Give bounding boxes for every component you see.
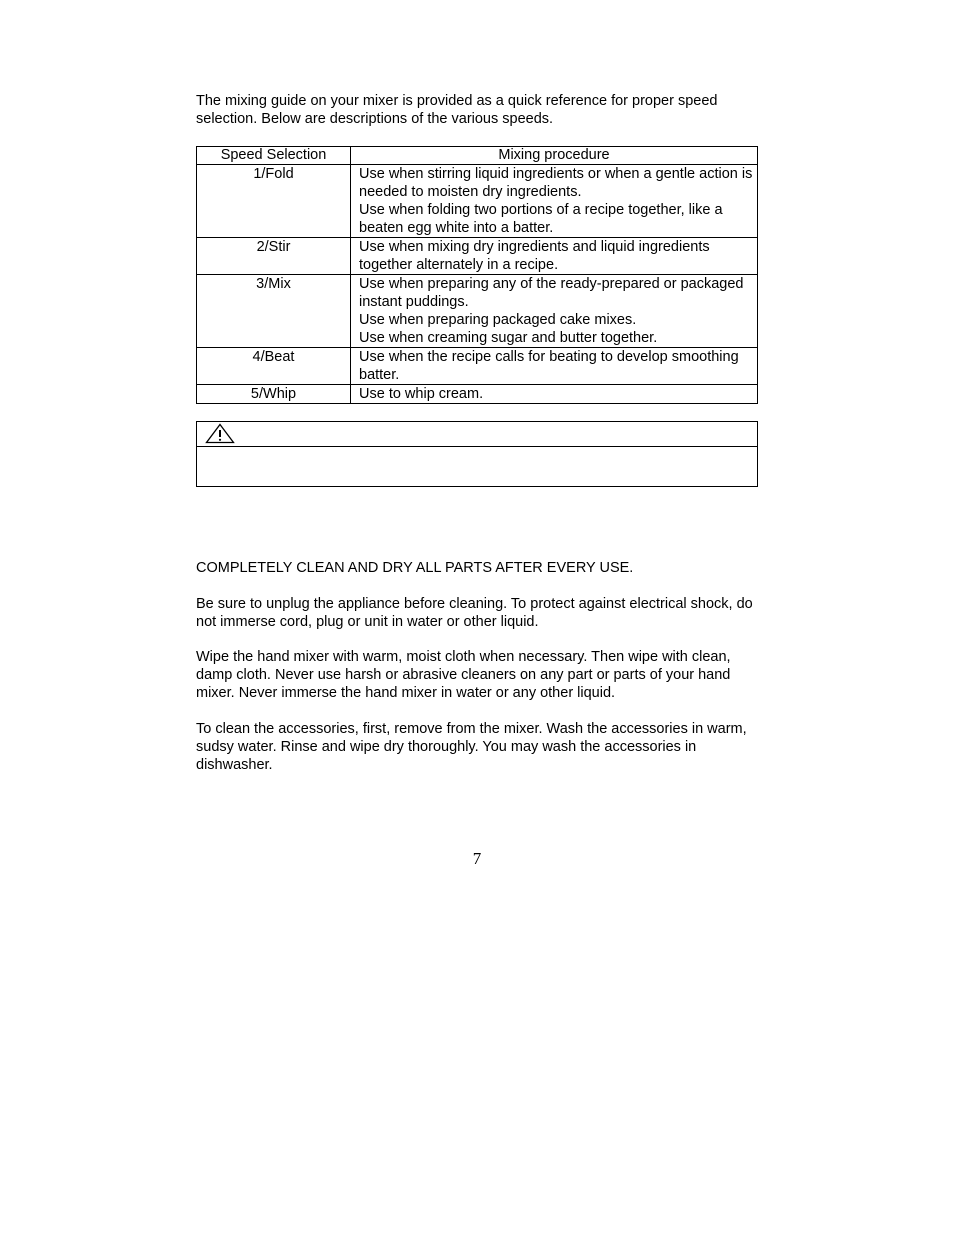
procedure-cell [351,348,758,385]
procedure-line: Use when preparing packaged cake mixes. [359,312,637,328]
table-row [197,165,758,238]
table-row [197,275,758,348]
table-row [197,385,758,404]
procedure-line: Use when stirring liquid ingredients or when a gentle action is needed to moisten dry ingredients. [359,166,753,200]
table-header-row [197,147,758,165]
procedure-line: Use when preparing any of the ready-prepared or packaged instant puddings. [359,276,744,310]
cleaning-paragraph: Wipe the hand mixer with warm, moist cloth when necessary. Then wipe with clean, damp cloth. Never use harsh or abrasive cleaners on any part or parts of your hand mixer. Never immerse the hand mixer in water or any other liquid. [196,649,731,701]
speed-cell: 2/Stir [197,238,351,275]
procedure-line: Use when folding two portions of a recipe together, like a beaten egg white into a batter. [359,202,723,236]
speed-cell: 5/Whip [197,385,351,404]
procedure-line: Use when creaming sugar and butter together. [359,330,658,346]
warning-box [196,421,758,487]
speed-cell: 3/Mix [197,275,351,348]
intro-paragraph: The mixing guide on your mixer is provided as a quick reference for proper speed selection. Below are descriptions of the various speeds. [196,93,718,127]
page-number: 7 [472,849,482,868]
table-row [197,238,758,275]
procedure-line: Use to whip cream. [359,386,484,402]
speed-cell: 4/Beat [197,348,351,385]
header-speed-selection: Speed Selection [197,147,351,165]
speed-selection-table [196,146,758,404]
procedure-cell [351,165,758,238]
procedure-cell [351,238,758,275]
procedure-line: Use when mixing dry ingredients and liquid ingredients together alternately in a recipe. [359,239,710,273]
cleaning-paragraph: To clean the accessories, first, remove from the mixer. Wash the accessories in warm, sudsy water. Rinse and wipe dry thoroughly. You may wash the accessories in dishwasher. [196,721,747,773]
warning-triangle-icon [205,423,235,444]
speed-cell: 1/Fold [197,165,351,238]
cleaning-heading: COMPLETELY CLEAN AND DRY ALL PARTS AFTER EVERY USE. [196,560,634,576]
cleaning-paragraph: Be sure to unplug the appliance before cleaning. To protect against electrical shock, do not immerse cord, plug or unit in water or other liquid. [196,596,753,630]
table-row [197,348,758,385]
procedure-cell [351,385,758,404]
procedure-line: Use when the recipe calls for beating to develop smoothing batter. [359,349,739,383]
header-mixing-procedure: Mixing procedure [351,147,758,165]
procedure-cell [351,275,758,348]
warning-header [197,422,757,447]
